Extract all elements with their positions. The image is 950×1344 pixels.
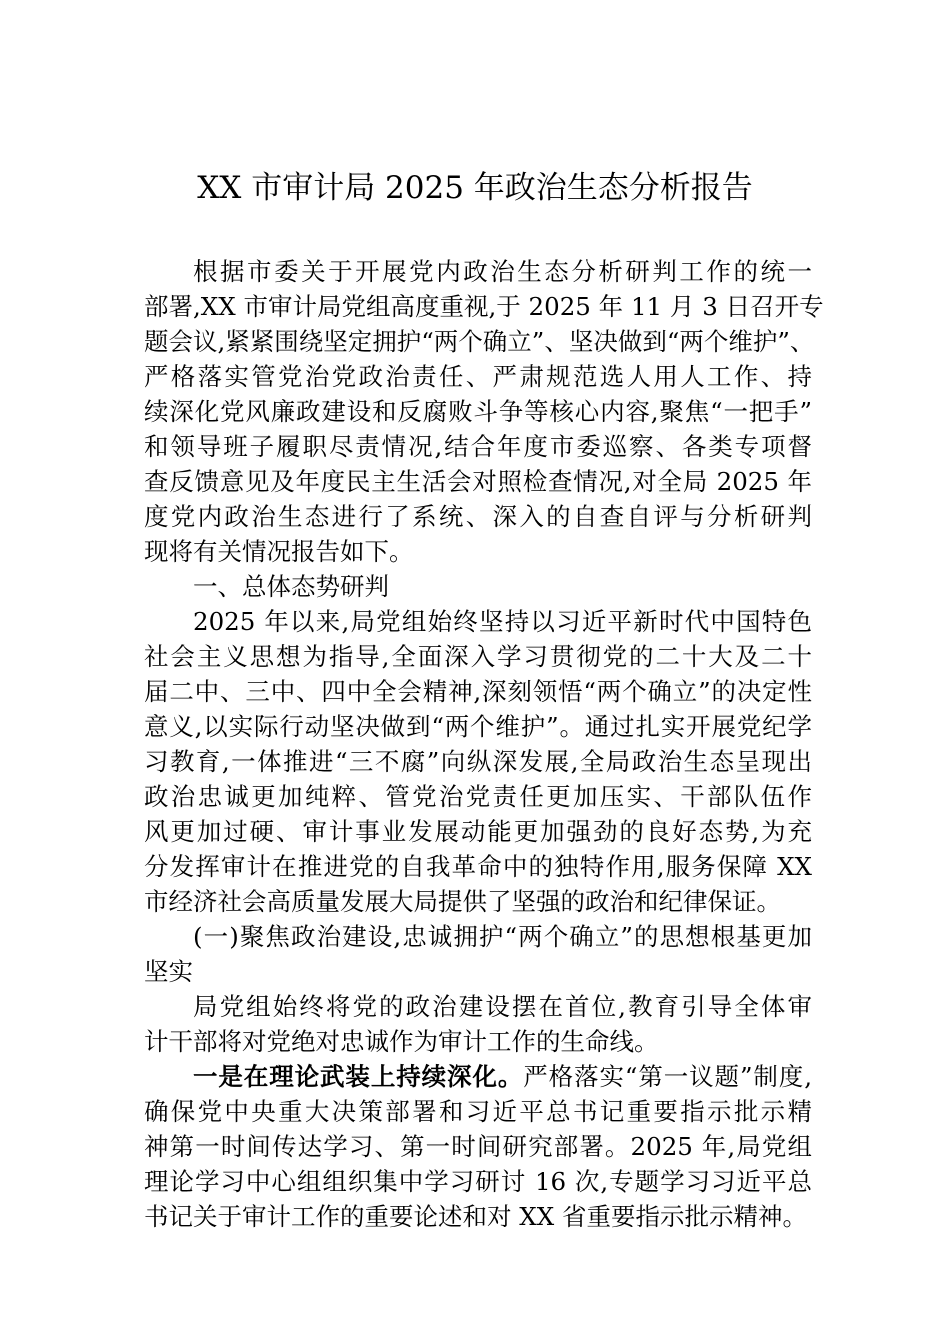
- document-body: [144, 254, 824, 1234]
- paragraph-line: 意义,以实际行动坚决做到“两个维护”。通过扎实开展党纪学: [144, 712, 812, 741]
- paragraph-line: 严格落实管党治党政治责任、严肃规范选人用人工作、持: [144, 362, 812, 391]
- paragraph-line: 根据市委关于开展党内政治生态分析研判工作的统一: [193, 257, 812, 286]
- paragraph-line: 理论学习中心组组织集中学习研讨 16 次,专题学习习近平总: [144, 1167, 812, 1196]
- paragraph-line: 神第一时间传达学习、第一时间研究部署。2025 年,局党组: [144, 1132, 812, 1161]
- document-title: XX 市审计局 2025 年政治生态分析报告: [197, 170, 753, 206]
- paragraph-line: 社会主义思想为指导,全面深入学习贯彻党的二十大及二十: [144, 642, 812, 671]
- paragraph-line: 书记关于审计工作的重要论述和对 XX 省重要指示批示精神。: [144, 1202, 807, 1231]
- paragraph-line: 市经济社会高质量发展大局提供了坚强的政治和纪律保证。: [144, 887, 781, 916]
- paragraph-line: 查反馈意见及年度民主生活会对照检查情况,对全局 2025 年: [144, 467, 812, 496]
- paragraph-line: 和领导班子履职尽责情况,结合年度市委巡察、各类专项督: [144, 432, 812, 461]
- paragraph-line: 风更加过硬、审计事业发展动能更加强劲的良好态势,为充: [144, 817, 812, 846]
- paragraph-line: 现将有关情况报告如下。: [144, 537, 414, 566]
- paragraph-line: 部署,XX 市审计局党组高度重视,于 2025 年 11 月 3 日召开专: [144, 292, 824, 321]
- paragraph-line: 局党组始终将党的政治建设摆在首位,教育引导全体审: [193, 992, 812, 1021]
- paragraph-line: 计干部将对党绝对忠诚作为审计工作的生命线。: [144, 1027, 659, 1056]
- subsection-heading: (一)聚焦政治建设,忠诚拥护“两个确立”的思想根基更加: [193, 922, 812, 951]
- paragraph-line: 政治忠诚更加纯粹、管党治党责任更加压实、干部队伍作: [144, 782, 812, 811]
- section-heading: 一、总体态势研判: [193, 572, 389, 601]
- paragraph-line: 度党内政治生态进行了系统、深入的自查自评与分析研判: [144, 502, 812, 531]
- paragraph-line: 分发挥审计在推进党的自我革命中的独特作用,服务保障 XX: [144, 852, 812, 881]
- paragraph-line: 习教育,一体推进“三不腐”向纵深发展,全局政治生态呈现出: [144, 747, 812, 776]
- paragraph-line: 确保党中央重大决策部署和习近平总书记重要指示批示精: [144, 1097, 812, 1126]
- paragraph-line: 题会议,紧紧围绕坚定拥护“两个确立”、坚决做到“两个维护”、: [144, 327, 815, 356]
- subsection-heading: 坚实: [144, 957, 193, 986]
- bold-lead: 一是在理论武装上持续深化。: [193, 1062, 524, 1091]
- paragraph-line: [144, 1059, 812, 1094]
- paragraph-text: 严格落实“第一议题”制度,: [523, 1062, 812, 1091]
- paragraph-line: 续深化党风廉政建设和反腐败斗争等核心内容,聚焦“一把手”: [144, 397, 812, 426]
- paragraph-line: 届二中、三中、四中全会精神,深刻领悟“两个确立”的决定性: [144, 677, 812, 706]
- paragraph-line: 2025 年以来,局党组始终坚持以习近平新时代中国特色: [193, 607, 812, 636]
